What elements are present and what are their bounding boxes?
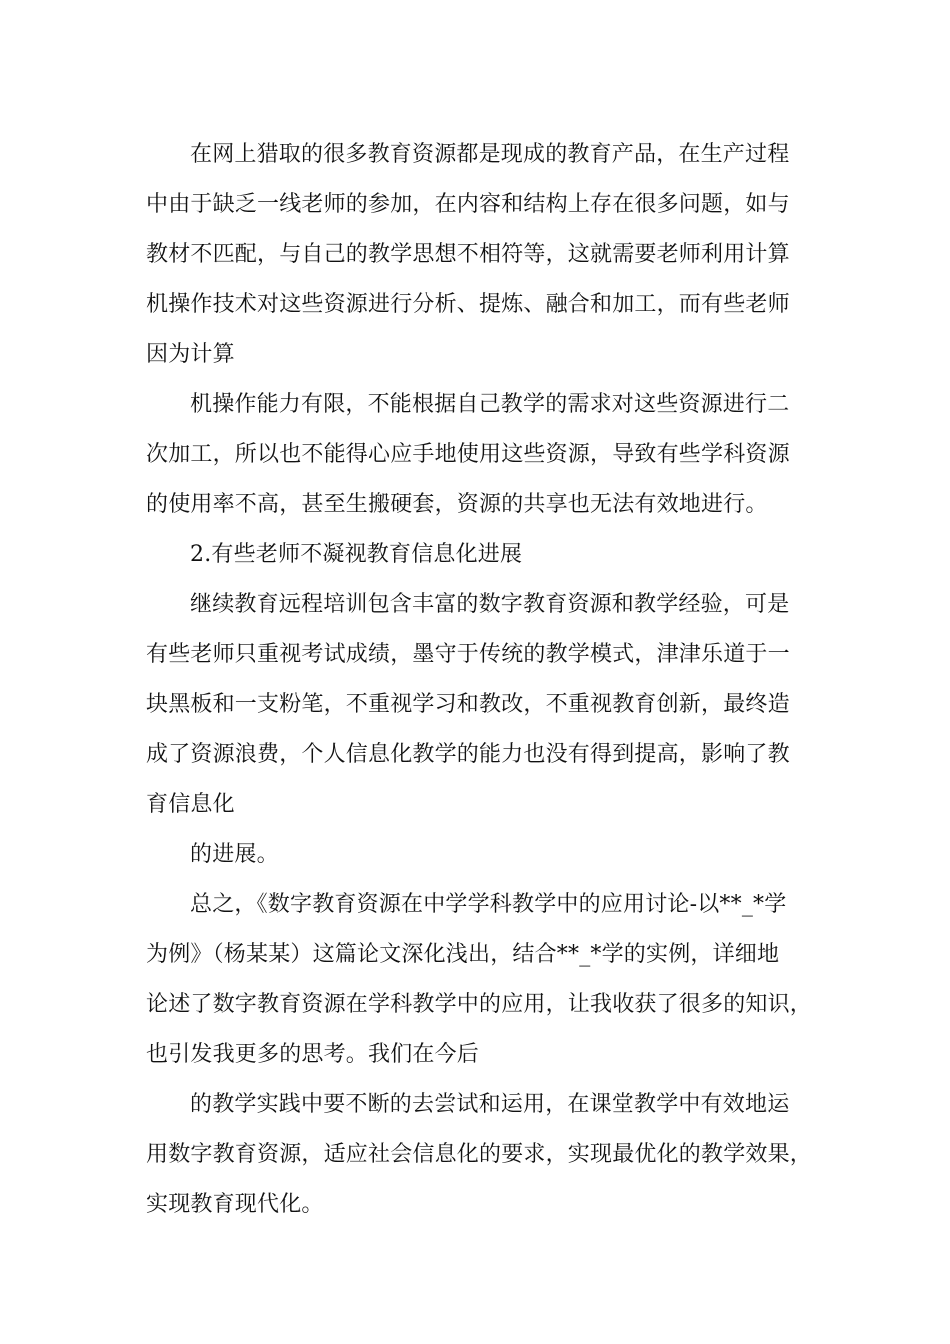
paragraph-1-line-2: 中由于缺乏一线老师的参加，在内容和结构上存在很多问题，如与	[146, 192, 790, 217]
paragraph-1-line-4: 机操作技术对这些资源进行分析、提炼、融合和加工，而有些老师	[146, 292, 790, 317]
paragraph-3-line-1: 继续教育远程培训包含丰富的数字教育资源和教学经验，可是	[190, 592, 790, 617]
paragraph-5-line-2: 为例》（杨某某）这篇论文深化浅出，结合**_*学的实例，详细地	[146, 942, 780, 967]
paragraph-4-line-1: 的进展。	[190, 842, 279, 867]
paragraph-3-line-5: 育信息化	[146, 792, 235, 817]
paragraph-1-line-5: 因为计算	[146, 342, 235, 367]
paragraph-3-line-2: 有些老师只重视考试成绩，墨守于传统的教学模式，津津乐道于一	[146, 642, 790, 667]
paragraph-3-line-4: 成了资源浪费，个人信息化教学的能力也没有得到提高，影响了教	[146, 742, 790, 767]
paragraph-2-line-3: 的使用率不高，甚至生搬硬套，资源的共享也无法有效地进行。	[146, 492, 768, 517]
paragraph-5-line-1: 总之，《数字教育资源在中学学科教学中的应用讨论-以**_*学	[190, 892, 787, 917]
paragraph-1-line-3: 教材不匹配，与自己的教学思想不相符等，这就需要老师利用计算	[146, 242, 790, 267]
document-body	[146, 130, 813, 1230]
paragraph-2-line-1: 机操作能力有限，不能根据自己教学的需求对这些资源进行二	[190, 392, 790, 417]
paragraph-5-line-3: 论述了数字教育资源在学科教学中的应用，让我收获了很多的知识，	[146, 992, 813, 1017]
paragraph-6-line-3: 实现教育现代化。	[146, 1192, 324, 1217]
paragraph-1-line-1: 在网上猎取的很多教育资源都是现成的教育产品，在生产过程	[190, 142, 790, 167]
paragraph-6-line-2: 用数字教育资源，适应社会信息化的要求，实现最优化的教学效果，	[146, 1142, 813, 1167]
section-heading: 2.有些老师不凝视教育信息化进展	[190, 542, 523, 567]
paragraph-6-line-1: 的教学实践中要不断的去尝试和运用，在课堂教学中有效地运	[190, 1092, 790, 1117]
paragraph-2-line-2: 次加工，所以也不能得心应手地使用这些资源，导致有些学科资源	[146, 442, 790, 467]
paragraph-3-line-3: 块黑板和一支粉笔，不重视学习和教改，不重视教育创新，最终造	[146, 692, 790, 717]
paragraph-5-line-4: 也引发我更多的思考。我们在今后	[146, 1042, 480, 1067]
